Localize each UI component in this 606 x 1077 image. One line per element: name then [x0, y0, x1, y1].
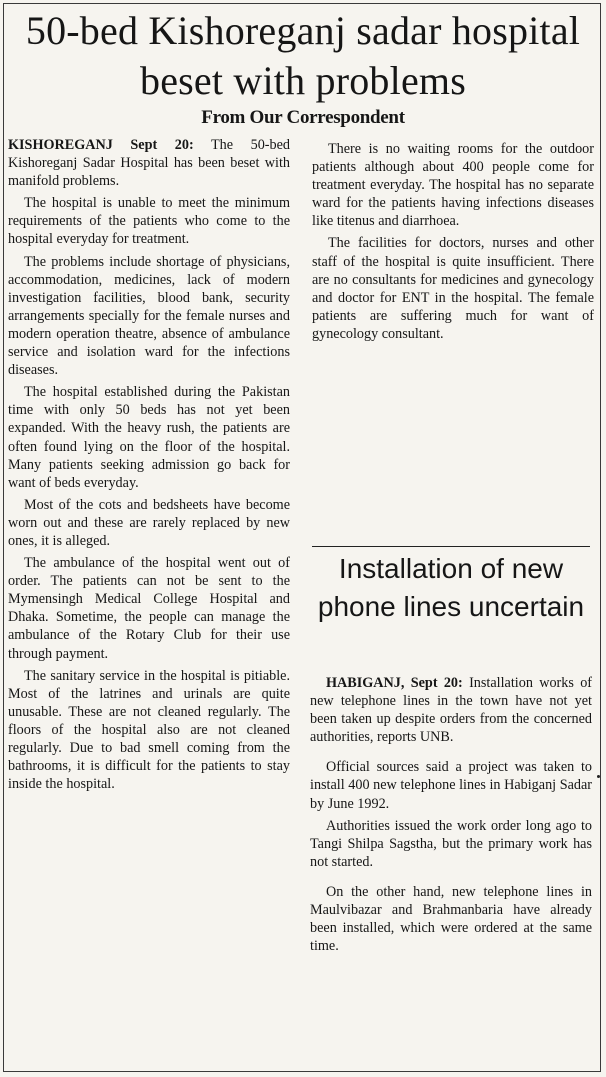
article-byline: From Our Correspondent — [201, 107, 405, 128]
article2-paragraph: Authorities issued the work order long ago to Tangi Shilpa Sagstha, but the primary work has not started. — [310, 817, 592, 870]
article2-paragraph: HABIGANJ, Sept 20: Installation works of new telephone lines in the town have not yet been taken up despite orders from the concerned authorities, reports UNB. — [310, 675, 593, 746]
article-paragraph: Most of the cots and bedsheets have become worn out and these are rarely replaced by new ones, it is alleged. — [8, 496, 290, 549]
article-paragraph: There is no waiting rooms for the outdoor patients although about 400 people come for treatment everyday. The hospital has no separate ward for the patients having infections diseases like titenus and diarrhoea. — [312, 141, 594, 230]
article2-column — [310, 674, 592, 955]
article-paragraph: The ambulance of the hospital went out of order. The patients can not be sent to the Mymensingh Medical College Hospital and Dhaka. Sometime, the people can manage the ambulance of the Rotary Club for their use through payment. — [8, 555, 290, 662]
article-paragraph: The problems include shortage of physicians, accommodation, medicines, lack of modern investigation facilities, blood bank, security arrangements specially for the female nurses and modern operation theatre, absence of ambulance service and isolation ward for the infections diseases. — [8, 253, 290, 379]
article2-paragraph: Official sources said a project was taken to install 400 new telephone lines in Habiganj Sadar by June 1992. — [310, 759, 592, 812]
article-divider — [312, 546, 590, 547]
article-dateline: KISHOREGANJ Sept 20: — [8, 137, 194, 153]
article2-dateline: HABIGANJ, Sept 20: — [326, 675, 463, 691]
ink-speck — [597, 775, 600, 778]
article2-paragraph: On the other hand, new telephone lines in Maulvibazar and Brahmanbaria have already been installed, which were ordered at the same time. — [310, 883, 592, 955]
article-column-right — [312, 136, 594, 343]
article-paragraph: KISHOREGANJ Sept 20: The 50-bed Kishoreganj Sadar Hospital has been beset with manifold problems. — [8, 137, 290, 190]
article-headline: 50-bed Kishoreganj sadar hospital beset with problems — [25, 8, 581, 103]
article-paragraph: The sanitary service in the hospital is pitiable. Most of the latrines and urinals are quite unusable. These are not cleaned regularly. The floors of the hospital also are not cleaned regularly. Due to bad smell coming from the bathrooms, it is difficult for the patients to stay inside the hospital. — [8, 667, 290, 793]
article-paragraph: The hospital is unable to meet the minimum requirements of the patients who come to the hospital everyday for treatment. — [8, 195, 290, 248]
article-column-left — [8, 136, 290, 793]
article-paragraph: The facilities for doctors, nurses and other staff of the hospital is quite insufficient. There are no consultants for medicines and gynecology and doctor for ENT in the hospital. The female patients are suffering much for want of gynecology consultant. — [312, 235, 594, 342]
article-paragraph: The hospital established during the Pakistan time with only 50 beds has not yet been expanded. With the heavy rush, the patients are often found lying on the floor of the hospital. Many patients seeking admission go back for want of beds everyday. — [8, 384, 290, 491]
article2-headline: Installation of new phone lines uncertain — [317, 553, 585, 622]
